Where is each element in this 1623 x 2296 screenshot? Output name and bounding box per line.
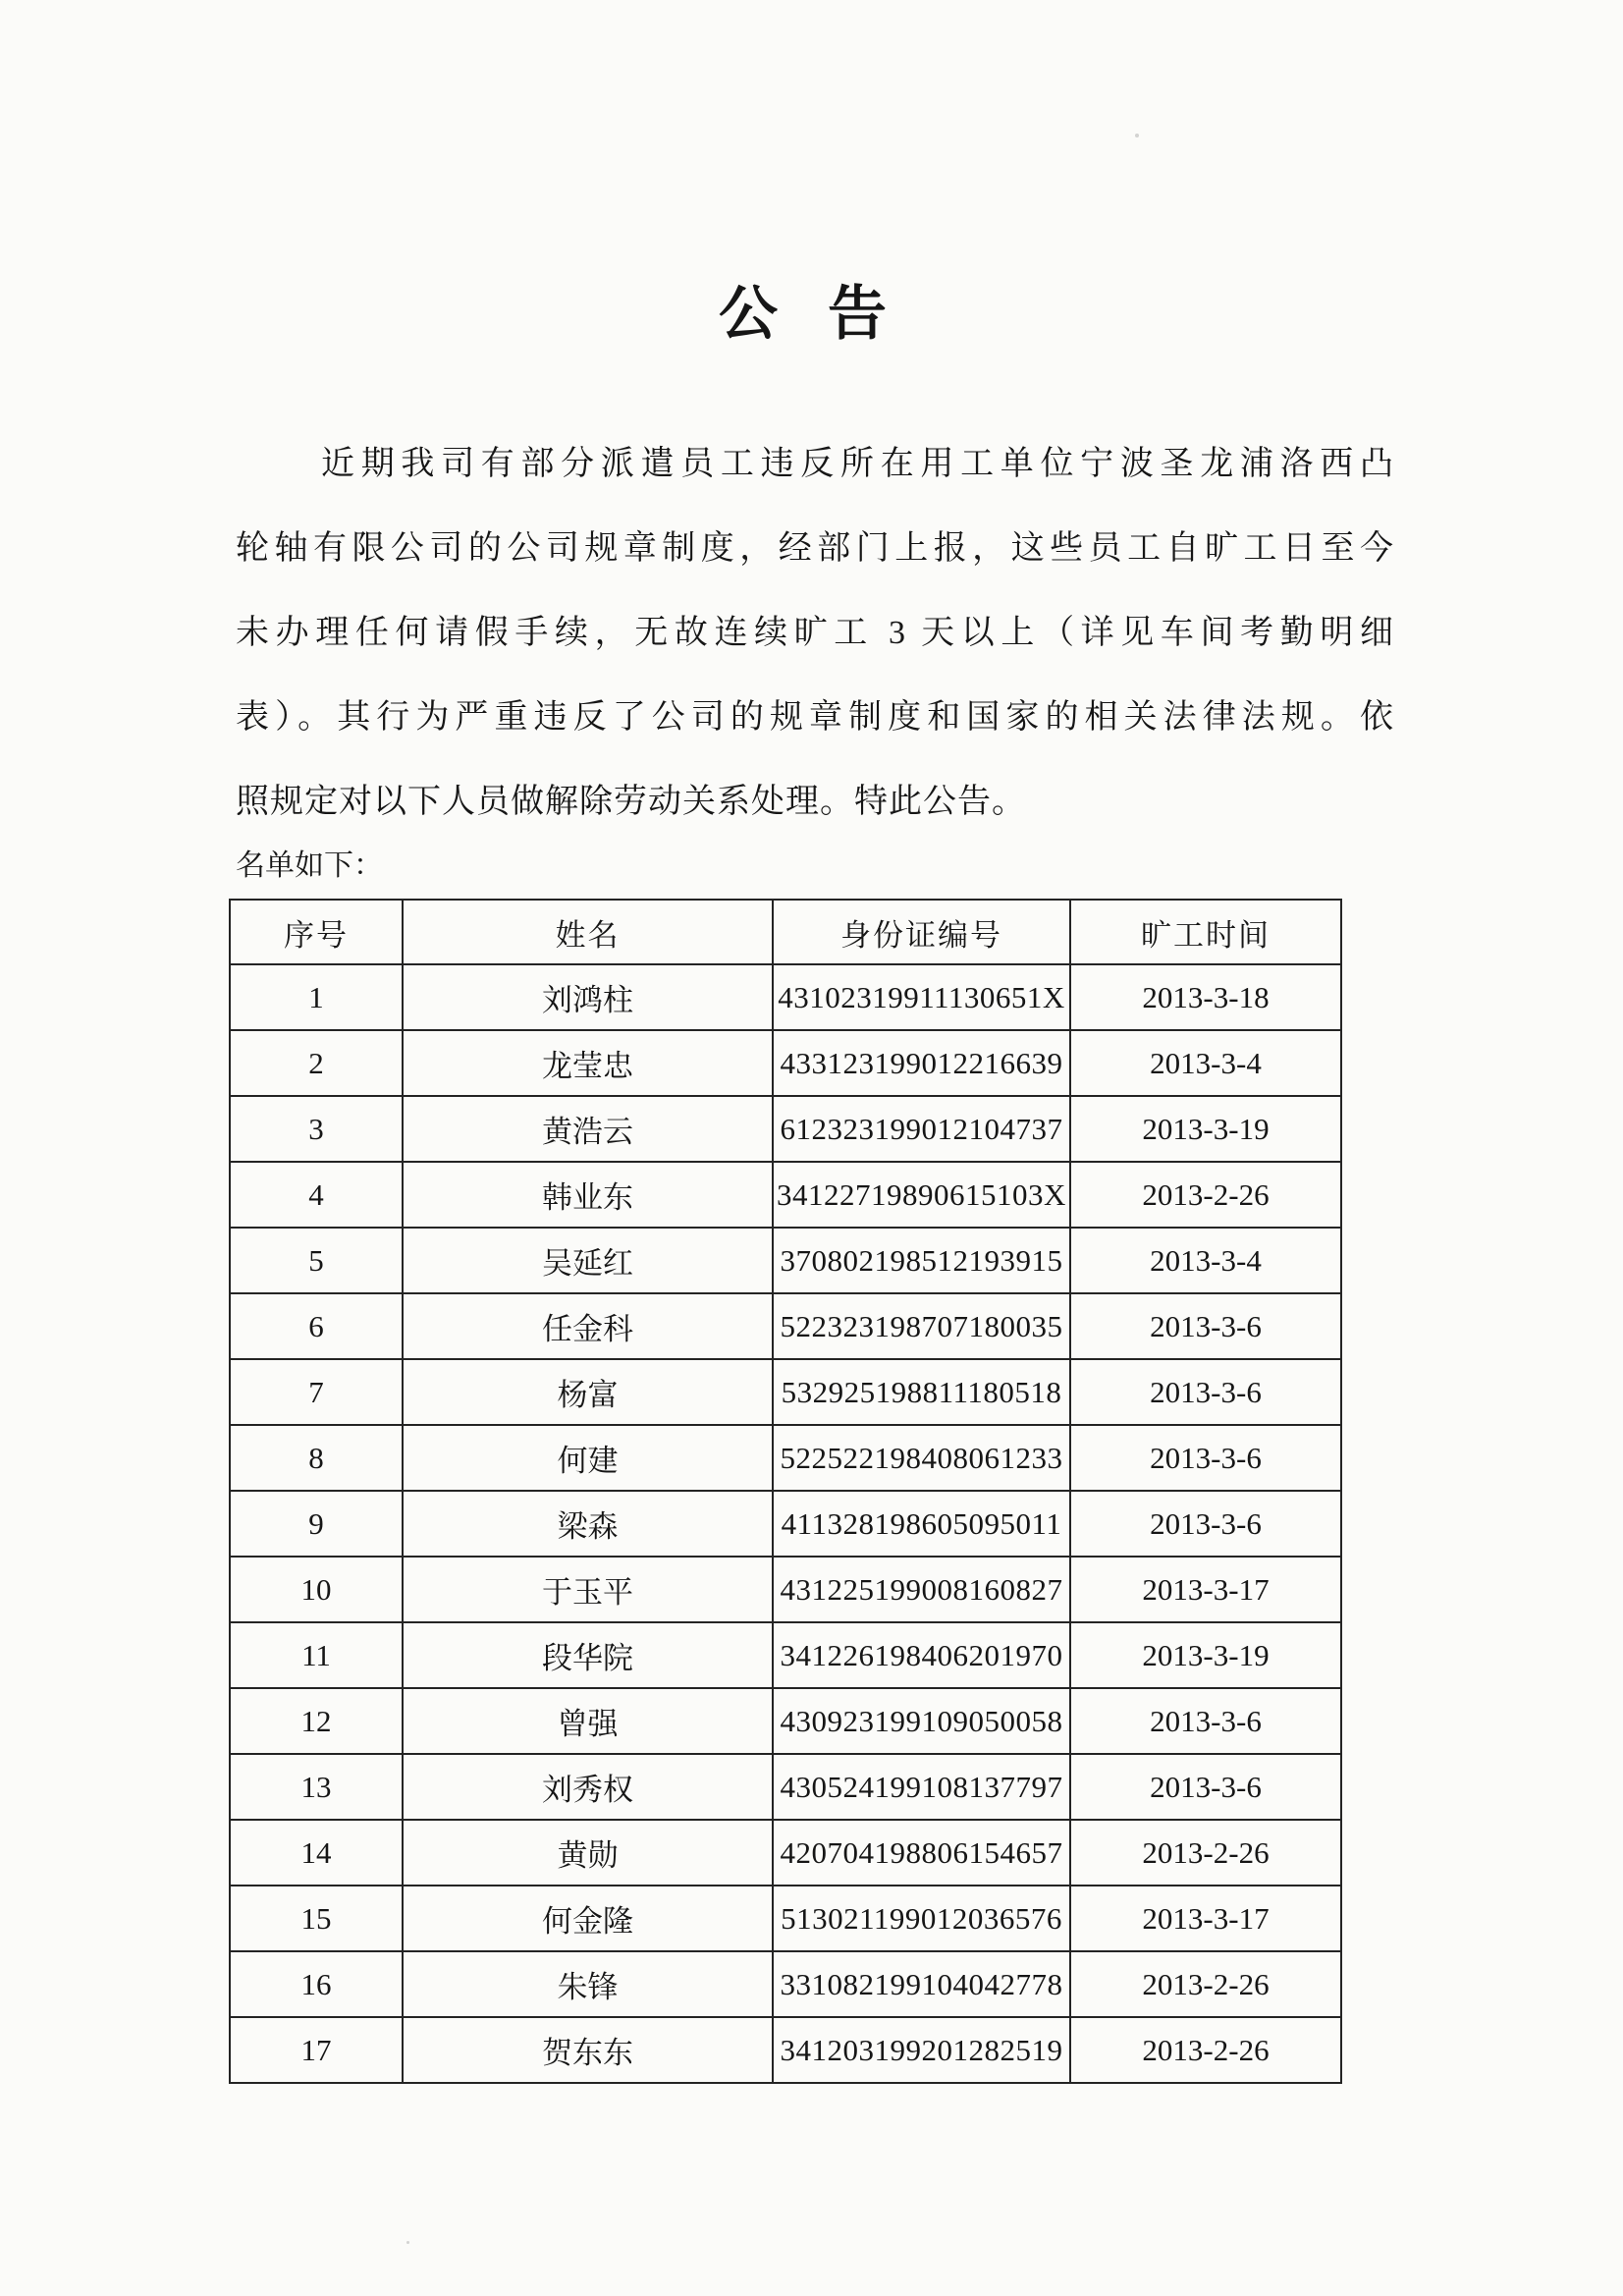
- table-row: [230, 1557, 1341, 1622]
- cell-date: 2013-3-18: [1070, 964, 1341, 1030]
- cell-date: 2013-3-4: [1070, 1228, 1341, 1293]
- cell-seq: 11: [230, 1622, 403, 1688]
- cell-name: 任金科: [403, 1293, 773, 1359]
- cell-date: 2013-3-17: [1070, 1557, 1341, 1622]
- column-header: 序号: [230, 900, 403, 964]
- list-intro: 名单如下：: [236, 849, 383, 882]
- cell-date: 2013-3-6: [1070, 1425, 1341, 1491]
- cell-seq: 4: [230, 1162, 403, 1228]
- cell-id: 420704198806154657: [773, 1820, 1070, 1886]
- cell-name: 龙莹忠: [403, 1030, 773, 1096]
- table-row: [230, 1886, 1341, 1951]
- table-row: [230, 1359, 1341, 1425]
- cell-id: 430524199108137797: [773, 1754, 1070, 1820]
- cell-name: 何建: [403, 1425, 773, 1491]
- cell-date: 2013-3-6: [1070, 1491, 1341, 1557]
- cell-name: 梁森: [403, 1491, 773, 1557]
- dismissal-table: [229, 899, 1342, 2084]
- cell-name: 韩业东: [403, 1162, 773, 1228]
- cell-name: 刘鸿柱: [403, 964, 773, 1030]
- cell-id: 341203199201282519: [773, 2017, 1070, 2083]
- cell-seq: 17: [230, 2017, 403, 2083]
- table-row: [230, 1754, 1341, 1820]
- cell-seq: 1: [230, 964, 403, 1030]
- cell-name: 黄浩云: [403, 1096, 773, 1162]
- cell-seq: 16: [230, 1951, 403, 2017]
- page-title: 公 告: [719, 282, 904, 347]
- cell-seq: 15: [230, 1886, 403, 1951]
- table-row: [230, 1030, 1341, 1096]
- cell-seq: 3: [230, 1096, 403, 1162]
- cell-id: 612323199012104737: [773, 1096, 1070, 1162]
- table-row: [230, 1293, 1341, 1359]
- column-header: 姓名: [403, 900, 773, 964]
- cell-date: 2013-3-17: [1070, 1886, 1341, 1951]
- paragraph-line: 轮轴有限公司的公司规章制度，经部门上报，这些员工自旷工日至今: [236, 530, 1394, 567]
- table-row: [230, 964, 1341, 1030]
- table-row: [230, 1951, 1341, 2017]
- cell-id: 430923199109050058: [773, 1688, 1070, 1754]
- cell-date: 2013-3-6: [1070, 1293, 1341, 1359]
- cell-id: 370802198512193915: [773, 1228, 1070, 1293]
- cell-id: 34122719890615103X: [773, 1162, 1070, 1228]
- cell-date: 2013-3-19: [1070, 1622, 1341, 1688]
- cell-date: 2013-2-26: [1070, 1820, 1341, 1886]
- table-row: [230, 1425, 1341, 1491]
- paragraph-line: 近期我司有部分派遣员工违反所在用工单位宁波圣龙浦洛西凸: [321, 446, 1394, 482]
- cell-name: 黄勋: [403, 1820, 773, 1886]
- table-row: [230, 1096, 1341, 1162]
- cell-date: 2013-2-26: [1070, 1951, 1341, 2017]
- table-row: [230, 1688, 1341, 1754]
- scan-speck: [1135, 134, 1139, 137]
- paragraph-line: 照规定对以下人员做解除劳动关系处理。特此公告。: [236, 784, 1026, 820]
- cell-id: 433123199012216639: [773, 1030, 1070, 1096]
- column-header: 身份证编号: [773, 900, 1070, 964]
- table-header-row: [230, 900, 1341, 964]
- cell-date: 2013-2-26: [1070, 1162, 1341, 1228]
- column-header: 旷工时间: [1070, 900, 1341, 964]
- announcement-body: [236, 422, 1394, 845]
- cell-id: 431225199008160827: [773, 1557, 1070, 1622]
- cell-name: 朱锋: [403, 1951, 773, 2017]
- cell-name: 贺东东: [403, 2017, 773, 2083]
- cell-name: 段华院: [403, 1622, 773, 1688]
- table-row: [230, 1228, 1341, 1293]
- table-row: [230, 1820, 1341, 1886]
- cell-id: 43102319911130651X: [773, 964, 1070, 1030]
- cell-seq: 7: [230, 1359, 403, 1425]
- table-row: [230, 2017, 1341, 2083]
- cell-name: 曾强: [403, 1688, 773, 1754]
- cell-id: 522522198408061233: [773, 1425, 1070, 1491]
- cell-date: 2013-3-4: [1070, 1030, 1341, 1096]
- cell-date: 2013-3-6: [1070, 1754, 1341, 1820]
- scan-speck: [406, 2241, 409, 2244]
- cell-seq: 9: [230, 1491, 403, 1557]
- cell-seq: 12: [230, 1688, 403, 1754]
- paragraph-line: 表）。其行为严重违反了公司的规章制度和国家的相关法律法规。依: [236, 699, 1394, 736]
- cell-id: 331082199104042778: [773, 1951, 1070, 2017]
- cell-seq: 2: [230, 1030, 403, 1096]
- cell-name: 何金隆: [403, 1886, 773, 1951]
- cell-name: 刘秀权: [403, 1754, 773, 1820]
- table-row: [230, 1491, 1341, 1557]
- cell-id: 513021199012036576: [773, 1886, 1070, 1951]
- cell-seq: 10: [230, 1557, 403, 1622]
- cell-name: 杨富: [403, 1359, 773, 1425]
- cell-seq: 6: [230, 1293, 403, 1359]
- cell-id: 522323198707180035: [773, 1293, 1070, 1359]
- paragraph-line: 未办理任何请假手续，无故连续旷工 3 天以上（详见车间考勤明细: [236, 615, 1394, 651]
- cell-seq: 8: [230, 1425, 403, 1491]
- cell-name: 吴延红: [403, 1228, 773, 1293]
- cell-seq: 5: [230, 1228, 403, 1293]
- cell-id: 532925198811180518: [773, 1359, 1070, 1425]
- table-row: [230, 1162, 1341, 1228]
- cell-date: 2013-3-6: [1070, 1688, 1341, 1754]
- cell-seq: 13: [230, 1754, 403, 1820]
- cell-id: 341226198406201970: [773, 1622, 1070, 1688]
- table-row: [230, 1622, 1341, 1688]
- cell-id: 411328198605095011: [773, 1491, 1070, 1557]
- cell-date: 2013-2-26: [1070, 2017, 1341, 2083]
- cell-name: 于玉平: [403, 1557, 773, 1622]
- cell-date: 2013-3-6: [1070, 1359, 1341, 1425]
- cell-seq: 14: [230, 1820, 403, 1886]
- cell-date: 2013-3-19: [1070, 1096, 1341, 1162]
